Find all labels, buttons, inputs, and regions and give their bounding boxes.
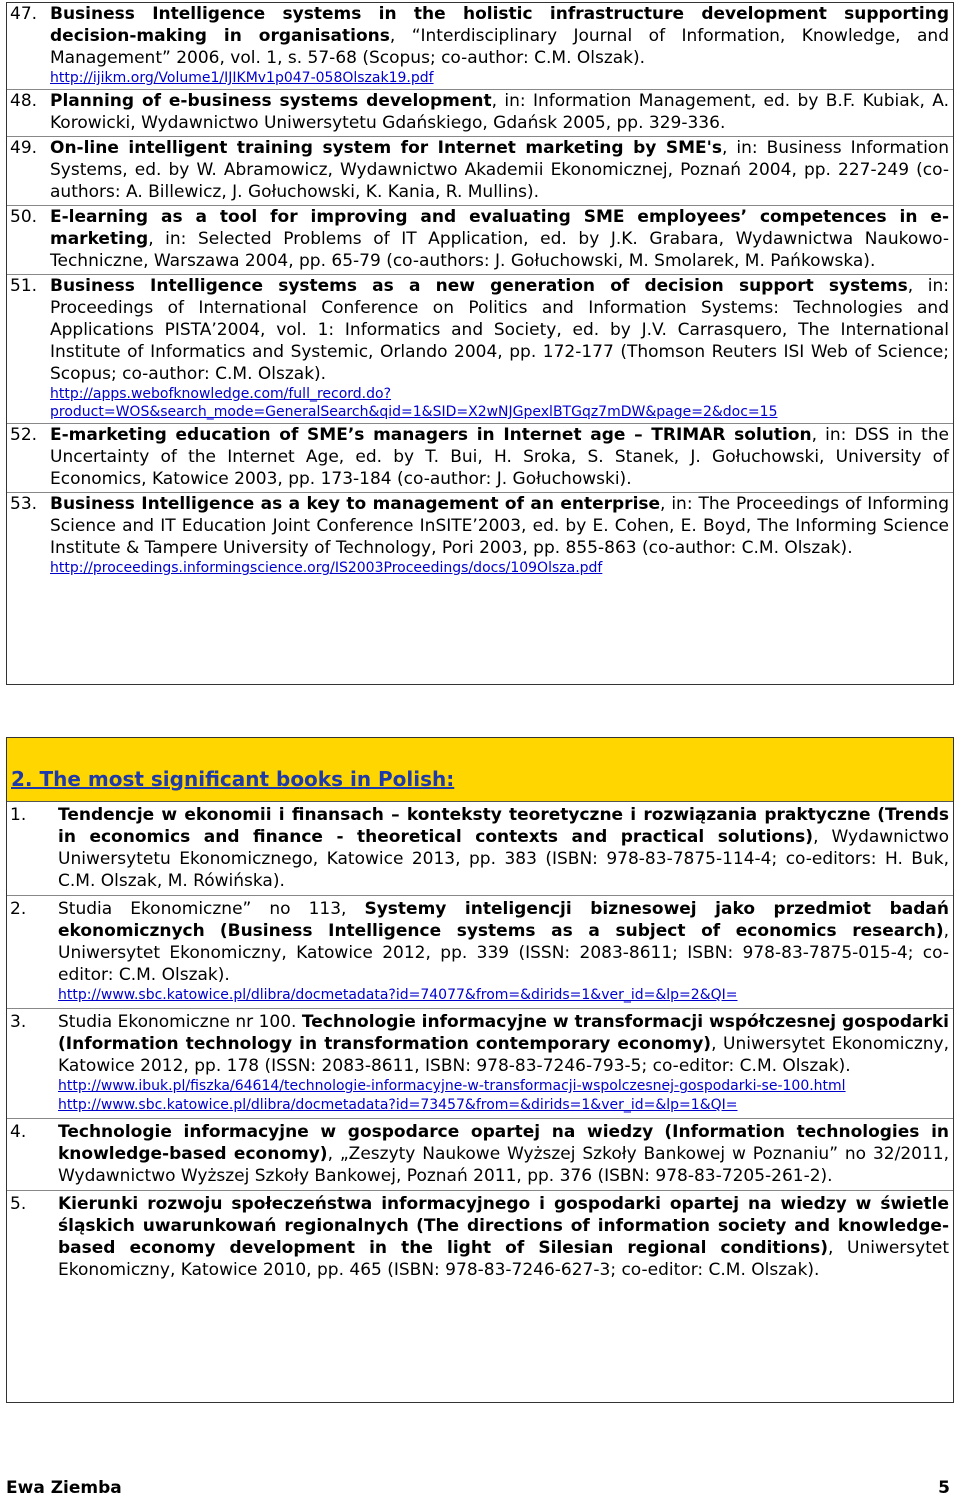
- book-entry: [10, 1121, 949, 1187]
- book-details: , Uniwersytet Ekonomiczny, Katowice 2012, pp. 178 (ISSN: 2083-8611, ISBN: 978-83-7246-793-5; co-editor: C.M. Olszak).: [58, 1034, 950, 1076]
- publication-text: [50, 424, 949, 490]
- publication-title: E-learning as a tool for improving and evaluating SME employees’ competences in e-marketing: [50, 207, 949, 249]
- publication-number: 52.: [10, 425, 38, 445]
- book-text: [58, 1011, 949, 1115]
- book-title: Kierunki rozwoju społeczeństwa informacyjnego i gospodarki opartej na wiedzy w świetle śląskich uwarunkowań regionalnych: [58, 1194, 949, 1236]
- publication-entry: [10, 424, 949, 490]
- publication-row: [7, 493, 953, 579]
- book-row: [7, 1191, 953, 1284]
- publication-text: [50, 275, 949, 421]
- journal-publications-table: [6, 2, 954, 685]
- page-number: 5: [938, 1478, 950, 1498]
- book-details: , Wydawnictwo Uniwersytetu Ekonomicznego, Katowice 2013, pp. 383 (ISBN: 978-83-7875-114-4; co-editors: H. Buk, C.M. Olszak, M. Rówińska).: [58, 827, 949, 891]
- publication-entry: [10, 137, 949, 203]
- publication-details: , in: Selected Problems of IT Application, ed. by J.K. Grabara, Wydawnictwa Naukowo-Techniczne, Warszawa 2004, pp. 65-79 (co-authors: J. Gołuchowski, M. Smolarek, M. Pańkowska).: [50, 229, 949, 271]
- publication-title: Business Intelligence as a key to management of an enterprise: [50, 494, 661, 514]
- book-row: [7, 802, 953, 896]
- book-title-translation: (Trends in economics and finance - theoretical contexts and practical solutions): [58, 805, 949, 847]
- publication-entry: [10, 275, 949, 421]
- books-heading-text: 2. The most significant books in Polish:: [11, 767, 455, 791]
- book-title-translation: (The directions of information society and knowledge-based economy development in the light of Silesian regional conditions): [58, 1216, 950, 1258]
- books-table: [6, 737, 954, 1403]
- publication-details: , in: DSS in the Uncertainty of the Internet Age, ed. by T. Bui, H. Sroka, S. Stanek, J. Gołuchowski, University of Economics, Katowice 2003, pp. 173-184 (co-author: J. Gołuchowski).: [50, 425, 949, 489]
- publication-title: E-marketing education of SME’s managers in Internet age – TRIMAR solution: [50, 425, 812, 445]
- publication-row: [7, 137, 953, 206]
- publication-number: 48.: [10, 91, 38, 111]
- book-number: 2.: [10, 899, 27, 919]
- publication-number: 50.: [10, 207, 38, 227]
- publication-text: [50, 493, 949, 577]
- book-entry: [10, 804, 949, 892]
- publication-title: Business Intelligence systems as a new generation of decision support systems: [50, 276, 908, 296]
- book-title-translation: (Business Intelligence systems as a subject of economics research): [219, 921, 944, 941]
- book-text: [58, 898, 949, 1005]
- publication-row: [7, 3, 953, 90]
- book-title-translation: (Information technology in transformation contemporary economy): [58, 1034, 712, 1054]
- publication-row: [7, 275, 953, 424]
- book-title: Technologie informacyjne w gospodarce opartej na wiedzy: [58, 1122, 654, 1142]
- book-text: [58, 1193, 949, 1281]
- book-row: [7, 1009, 953, 1119]
- book-details: , Uniwersytet Ekonomiczny, Katowice 2010, pp. 465 (ISBN: 978-83-7246-627-3; co-editor: C.M. Olszak).: [58, 1238, 949, 1280]
- book-entry: [10, 1193, 949, 1281]
- publication-number: 49.: [10, 138, 38, 158]
- publication-number: 53.: [10, 494, 38, 514]
- books-heading: [7, 738, 953, 802]
- book-link[interactable]: http://www.sbc.katowice.pl/dlibra/docmetadata?id=73457&from=&dirids=1&ver_id=&lp=1&QI=: [58, 1097, 738, 1113]
- book-series: Studia Ekonomiczne” no 113,: [58, 899, 365, 919]
- publication-entry: [10, 493, 949, 577]
- book-number: 4.: [10, 1122, 27, 1142]
- publication-details: , in: Information Management, ed. by B.F. Kubiak, A. Korowicki, Wydawnictwo Uniwersytetu Gdańskiego, Gdańsk 2005, pp. 329-336.: [50, 91, 949, 133]
- publication-link[interactable]: http://proceedings.informingscience.org/IS2003Proceedings/docs/109Olsza.pdf: [50, 560, 603, 576]
- publication-details: , “Interdisciplinary Journal of Information, Knowledge, and Management” 2006, vol. 1, s. 57-68 (Scopus; co-author: C.M. Olszak).: [50, 26, 949, 68]
- publication-number: 47.: [10, 4, 38, 24]
- book-text: [58, 1121, 949, 1187]
- book-text: [58, 804, 949, 892]
- footer-author: Ewa Ziemba: [6, 1478, 122, 1498]
- book-title: Tendencje w ekonomii i finansach – konteksty teoretyczne i rozwiązania praktyczne: [58, 805, 871, 825]
- book-link[interactable]: http://www.ibuk.pl/fiszka/64614/technologie-informacyjne-w-transformacji-wspolczesnej-gospodarki-se-100.html: [58, 1078, 846, 1094]
- publication-entry: [10, 90, 949, 134]
- publication-title: On-line intelligent training system for Internet marketing by SME's: [50, 138, 722, 158]
- publication-details: , in: Business Information Systems, ed. by W. Abramowicz, Wydawnictwo Akademii Ekonomicznej, Poznań 2004, pp. 227-249 (co-authors: A. Billewicz, J. Gołuchowski, K. Kania, R. Mullins).: [50, 138, 949, 202]
- book-number: 1.: [10, 805, 27, 825]
- publication-text: [50, 3, 949, 87]
- publication-number: 51.: [10, 276, 38, 296]
- publication-title: Planning of e-business systems development: [50, 91, 492, 111]
- book-entry: [10, 1011, 949, 1115]
- book-number: 3.: [10, 1012, 27, 1032]
- publication-title: Business Intelligence systems in the holistic infrastructure development supporting decision-making in organisations: [50, 4, 949, 46]
- publication-details: , in: The Proceedings of Informing Science and IT Education Joint Conference InSITE’2003, ed. by E. Cohen, E. Boyd, The Informing Science Institute & Tampere University of Technology, Pori 2003, pp. 855-863 (co-author: C.M. Olszak).: [50, 494, 949, 558]
- publication-row: [7, 206, 953, 275]
- book-series: Studia Ekonomiczne nr 100.: [58, 1012, 302, 1032]
- book-title-translation: (Information technologies in knowledge-based economy): [58, 1122, 950, 1164]
- book-link[interactable]: http://www.sbc.katowice.pl/dlibra/docmetadata?id=74077&from=&dirids=1&ver_id=&lp=2&QI=: [58, 987, 738, 1003]
- book-title: Systemy inteligencji biznesowej jako przedmiot badań ekonomicznych: [58, 899, 949, 941]
- publication-row: [7, 424, 953, 493]
- book-details: , „Zeszyty Naukowe Wyższej Szkoły Bankowej w Poznaniu” no 32/2011, Wydawnictwo Wyższej Szkoły Bankowej, Poznań 2011, pp. 376 (ISBN: 978-83-7205-261-2).: [58, 1144, 949, 1186]
- book-row: [7, 896, 953, 1009]
- publication-entry: [10, 206, 949, 272]
- book-entry: [10, 898, 949, 1005]
- publication-row: [7, 90, 953, 137]
- publication-text: [50, 137, 949, 203]
- publication-details: , in: Proceedings of International Conference on Politics and Information Systems: Technologies and Applications PISTA’2004, vol. 1: Informatics and Society, ed. by J.V. Carrasquero, The International Institute of Informatics and Systemic, Orlando 2004, pp. 172-177 (Thomson Reuters ISI Web of Science; Scopus; co-author: C.M. Olszak).: [50, 276, 949, 384]
- book-details: , Uniwersytet Ekonomiczny, Katowice 2012, pp. 339 (ISSN: 2083-8611; ISBN: 978-83-7875-015-4; co-editor: C.M. Olszak).: [58, 921, 949, 985]
- publication-text: [50, 90, 949, 134]
- publication-text: [50, 206, 949, 272]
- publication-link[interactable]: http://apps.webofknowledge.com/full_record.do?product=WOS&search_mode=GeneralSearch&qid=1&SID=X2wNJGpexlBTGqz7mDW&page=2&doc=15: [50, 386, 778, 420]
- book-title: Technologie informacyjne w transformacji współczesnej gospodarki: [301, 1012, 949, 1032]
- publication-entry: [10, 3, 949, 87]
- book-row: [7, 1119, 953, 1191]
- publication-link[interactable]: http://ijikm.org/Volume1/IJIKMv1p047-058Olszak19.pdf: [50, 70, 434, 86]
- book-number: 5.: [10, 1194, 27, 1214]
